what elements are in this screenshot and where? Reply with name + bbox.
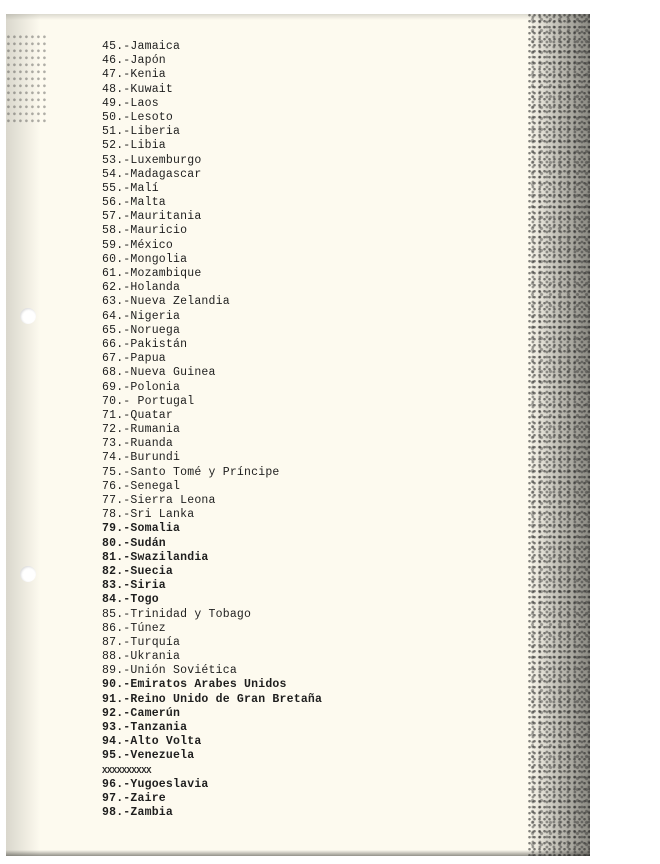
list-item: 78.-Sri Lanka: [102, 508, 195, 522]
list-item: 98.-Zambia: [102, 806, 174, 820]
list-item: 71.-Quatar: [102, 408, 174, 422]
struck-out-line: XXXXXXXXXX: [102, 765, 152, 776]
list-item: 73.-Ruanda: [102, 437, 174, 451]
list-item: 51.-Liberia: [102, 125, 181, 139]
list-item: 68.-Nueva Guinea: [102, 366, 216, 380]
punch-hole-upper: [20, 308, 36, 324]
list-item: 96.-Yugoeslavia: [102, 777, 209, 791]
list-item: 62.-Holanda: [102, 281, 181, 295]
list-item: 56.-Malta: [102, 196, 166, 210]
list-item: 74.-Burundi: [102, 451, 181, 465]
list-item: 53.-Luxemburgo: [102, 153, 202, 167]
list-item: 76.-Senegal: [102, 479, 181, 493]
list-item: 92.-Camerún: [102, 706, 181, 720]
list-item: 70.- Portugal: [102, 394, 195, 408]
page-edge-shadow-bottom: [6, 850, 590, 856]
list-item: 55.-Malí: [102, 181, 159, 195]
list-item: 75.-Santo Tomé y Príncipe: [102, 465, 280, 479]
list-item: 82.-Suecia: [102, 564, 174, 578]
list-item: 52.-Libia: [102, 139, 166, 153]
list-item: 97.-Zaire: [102, 791, 166, 805]
list-item: 45.-Jamaica: [102, 40, 181, 53]
list-item: 59.-México: [102, 238, 174, 252]
scan-noise-left: [6, 34, 46, 124]
list-item: 91.-Reino Unido de Gran Bretaña: [102, 692, 323, 706]
list-item: 50.-Lesoto: [102, 110, 174, 124]
list-item: 49.-Laos: [102, 96, 159, 110]
list-item: 90.-Emiratos Arabes Unidos: [102, 678, 287, 692]
punch-hole-lower: [20, 566, 36, 582]
list-item: 81.-Swazilandia: [102, 550, 209, 564]
list-item: 58.-Mauricio: [102, 224, 188, 238]
list-item: 67.-Papua: [102, 352, 166, 366]
document-page: [6, 14, 590, 856]
list-item: 65.-Noruega: [102, 323, 181, 337]
list-item: 80.-Sudán: [102, 536, 166, 550]
list-item: 94.-Alto Volta: [102, 735, 202, 749]
list-item: 48.-Kuwait: [102, 82, 174, 96]
list-item: 89.-Unión Soviética: [102, 664, 237, 678]
list-item: 87.-Turquía: [102, 635, 181, 649]
list-item: 83.-Siria: [102, 579, 166, 593]
list-item: 88.-Ukrania: [102, 650, 181, 664]
list-item: 57.-Mauritania: [102, 210, 202, 224]
country-list: [102, 40, 322, 820]
list-item: 60.-Mongolia: [102, 252, 188, 266]
page-edge-shadow-left: [6, 14, 40, 856]
page-edge-shadow-top: [6, 14, 590, 20]
list-item: 95.-Venezuela: [102, 749, 195, 763]
scan-noise-right: [528, 14, 590, 856]
list-item: 72.-Rumania: [102, 423, 181, 437]
list-item: 85.-Trinidad y Tobago: [102, 607, 252, 621]
list-item: 84.-Togo: [102, 593, 159, 607]
list-item: 47.-Kenia: [102, 68, 166, 82]
list-item: 63.-Nueva Zelandia: [102, 295, 230, 309]
list-item: 46.-Japón: [102, 54, 166, 68]
list-item: 93.-Tanzania: [102, 721, 188, 734]
list-item: 54.-Madagascar: [102, 167, 202, 181]
list-item: 64.-Nigeria: [102, 309, 181, 323]
list-item: 79.-Somalia: [102, 522, 181, 536]
list-item: 66.-Pakistán: [102, 337, 188, 351]
list-item: 86.-Túnez: [102, 621, 166, 635]
list-item: 61.-Mozambique: [102, 267, 202, 280]
list-item: 77.-Sierra Leona: [102, 494, 216, 507]
list-item: 69.-Polonia: [102, 380, 181, 394]
